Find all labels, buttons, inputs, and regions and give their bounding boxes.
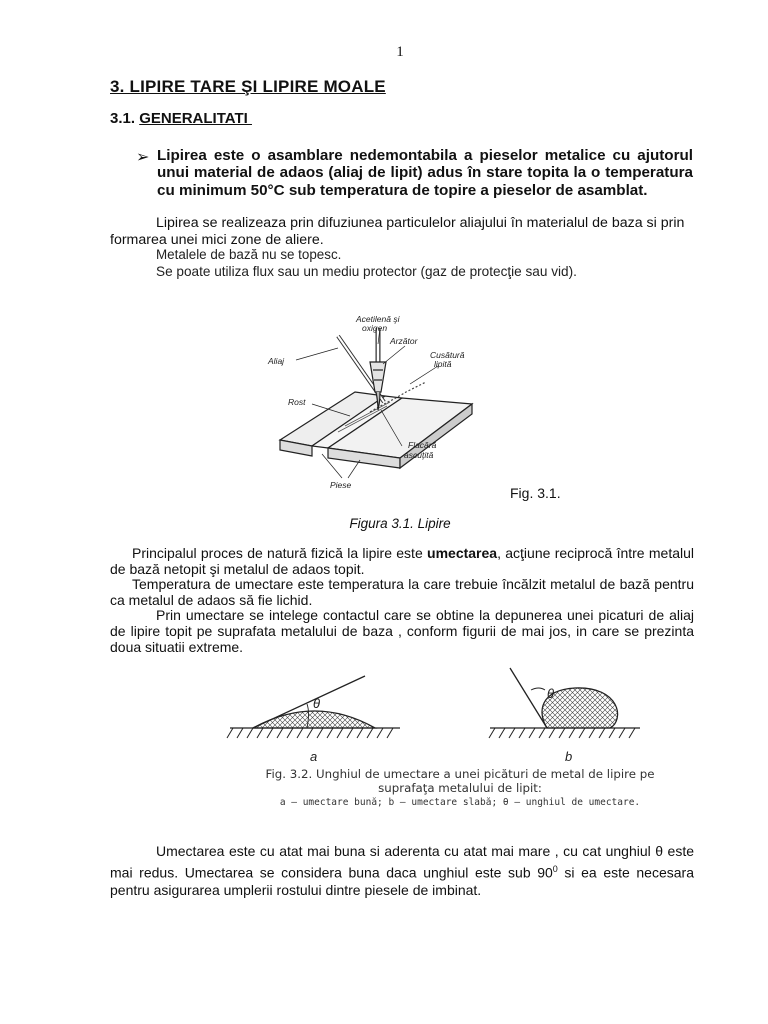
paragraph-umectarea bbox=[110, 546, 694, 578]
drop-label-a: a bbox=[310, 749, 318, 764]
degree-superscript: 0 bbox=[552, 863, 558, 874]
label-cusatura: Cusătură bbox=[430, 350, 465, 360]
label-lipita: lipită bbox=[434, 359, 452, 369]
figure-brazing-diagram bbox=[250, 300, 510, 500]
label-acetilena: Acetilenă şi bbox=[356, 314, 400, 324]
paragraph-umectarea-rest: , acţiune reciprocă între metalul de bază netopit şi metalul de adaos topit. bbox=[110, 545, 694, 577]
chapter-heading: 3. LIPIRE TARE ŞI LIPIRE MOALE bbox=[110, 77, 386, 96]
section-number: 3.1. bbox=[110, 110, 140, 127]
section-title: GENERALITATI bbox=[139, 110, 252, 127]
label-arzator: Arzător bbox=[390, 336, 418, 346]
paragraph-temperatura: Temperatura de umectare este temperatura la care trebuie încălzit metalul de bază pentru ca metalul de adaos să fie lichid. bbox=[110, 576, 694, 608]
figure-caption: Figura 3.1. Lipire bbox=[349, 516, 451, 531]
definition-paragraph: Lipirea este o asamblare nedemontabila a pieselor metalice cu ajutorul unui material de adaos (aliaj de lipit) adus în stare topita la o temperatura cu minimum 50°C sub temperatura de topire a pieselor de asamblat. bbox=[157, 147, 693, 199]
label-rost: Rost bbox=[288, 397, 306, 407]
paragraph-contact: Prin umectare se intelege contactul care se obtine la depunerea unei picaturi de aliaj de lipire topit pe suprafata metalului de baza , conform figurii de mai jos, in care se prezinta doua situatii extreme. bbox=[110, 607, 694, 655]
theta-label-b: θ bbox=[547, 686, 555, 701]
label-flacara: Flacără bbox=[408, 440, 437, 450]
section-heading bbox=[110, 110, 252, 127]
paragraph-flux: Se poate utiliza flux sau un mediu protector (gaz de protecţie sau vid). bbox=[156, 264, 577, 279]
drop-label-b: b bbox=[565, 749, 573, 764]
page-number: 1 bbox=[396, 44, 404, 60]
figure-wetting-angle bbox=[225, 660, 665, 768]
paragraph-metale-baza: Metalele de bază nu se topesc. bbox=[156, 247, 342, 262]
label-ascutita: ascuţită bbox=[404, 450, 434, 460]
theta-label-a: θ bbox=[313, 696, 321, 711]
label-piese: Piese bbox=[330, 480, 352, 490]
label-oxigen: oxigen bbox=[362, 323, 388, 333]
figure2-legend: a — umectare bună; b — umectare slabă; θ — unghiul de umectare. bbox=[279, 797, 641, 808]
figure2-caption: Fig. 3.2. Unghiul de umectare a unei picături de metal de lipire pe suprafaţa metalului de lipit: bbox=[265, 767, 655, 795]
paragraph-conclusion-text: Umectarea este cu atat mai buna si aderenta cu atat mai mare , cu cat unghiul θ este mai redus. Umectarea se considera buna daca unghiul este sub 90 bbox=[110, 843, 694, 881]
paragraph-umectarea-text: Principalul proces de natură fizică la lipire este bbox=[132, 545, 428, 561]
term-umectarea: umectarea bbox=[427, 545, 498, 561]
paragraph-difuziune: Lipirea se realizeaza prin difuziunea particulelor aliajului în materialul de baza si prin formarea unei mici zone de aliere. bbox=[110, 215, 685, 248]
figure-tag: Fig. 3.1. bbox=[510, 485, 561, 501]
arrow-bullet-icon: ➢ bbox=[136, 149, 150, 166]
paragraph-conclusion-rest: si ea este necesara pentru asigurarea umplerii rostului dintre piesele de imbinat. bbox=[110, 864, 694, 898]
label-aliaj: Aliaj bbox=[268, 356, 285, 366]
paragraph-conclusion bbox=[110, 843, 694, 899]
